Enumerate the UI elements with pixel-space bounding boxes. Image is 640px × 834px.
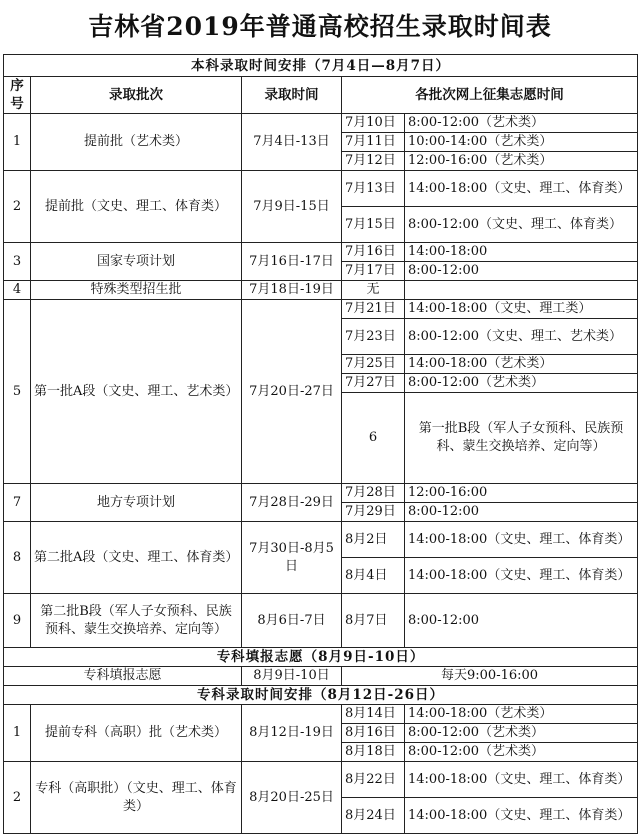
header-time: 录取时间 — [242, 77, 342, 114]
row-batch: 第二批A段（文史、理工、体育类） — [31, 522, 242, 594]
call-date: 7月23日 — [342, 319, 405, 355]
call-time: 14:00-18:00（文史、理工、体育类） — [405, 171, 638, 207]
row-no: 8 — [4, 522, 31, 594]
row-batch: 第二批B段（军人子女预科、民族预科、蒙生交换培养、定向等） — [31, 594, 242, 648]
call-time: 8:00-12:00 — [405, 594, 638, 648]
junior-section-title: 专科录取时间安排（8月12日-26日） — [4, 686, 638, 705]
header-call: 各批次网上征集志愿时间 — [342, 77, 638, 114]
call-time: 8:00-12:00（艺术类） — [405, 114, 638, 133]
row-time: 7月18日-19日 — [242, 281, 342, 300]
call-time: 8:00-12:00 — [405, 262, 638, 281]
admission-schedule-table — [3, 54, 638, 834]
row-batch: 第一批B段（军人子女预科、民族预科、蒙生交换培养、定向等） — [405, 393, 638, 484]
row-batch: 地方专项计划 — [31, 484, 242, 522]
call-time: 8:00-12:00（艺术类） — [405, 743, 638, 762]
row-no: 1 — [4, 705, 31, 762]
row-batch: 提前批（文史、理工、体育类） — [31, 171, 242, 243]
call-date: 8月4日 — [342, 558, 405, 594]
row-time: 7月4日-13日 — [242, 114, 342, 171]
call-time: 12:00-16:00 — [405, 484, 638, 503]
header-batch: 录取批次 — [31, 77, 242, 114]
call-date: 7月15日 — [342, 207, 405, 243]
row-batch: 专科（高职批）（文史、理工、体育类） — [31, 762, 242, 834]
row-time: 7月20日-27日 — [242, 300, 342, 484]
call-date: 7月13日 — [342, 171, 405, 207]
call-time: 8:00-12:00（文史、理工、艺术类） — [405, 319, 638, 355]
row-no: 1 — [4, 114, 31, 171]
row-time: 7月30日-8月5日 — [242, 522, 342, 594]
row-no: 6 — [342, 393, 405, 484]
fill-daily: 每天9:00-16:00 — [342, 667, 638, 686]
row-no: 2 — [4, 762, 31, 834]
call-time: 14:00-18:00（艺术类） — [405, 705, 638, 724]
call-date: 7月12日 — [342, 152, 405, 171]
call-time: 14:00-18:00（文史、理工、体育类） — [405, 558, 638, 594]
call-date: 7月11日 — [342, 133, 405, 152]
row-time: 8月6日-7日 — [242, 594, 342, 648]
call-time: 8:00-12:00 — [405, 503, 638, 522]
call-time: 14:00-18:00（艺术类） — [405, 355, 638, 374]
call-date: 8月22日 — [342, 762, 405, 798]
call-date: 7月27日 — [342, 374, 405, 393]
call-date: 7月16日 — [342, 243, 405, 262]
row-time: 8月20日-25日 — [242, 762, 342, 834]
row-time: 7月9日-15日 — [242, 171, 342, 243]
row-time: 8月12日-19日 — [242, 705, 342, 762]
call-date: 7月10日 — [342, 114, 405, 133]
row-no: 5 — [4, 300, 31, 484]
call-time: 10:00-14:00（艺术类） — [405, 133, 638, 152]
row-time: 7月16日-17日 — [242, 243, 342, 281]
call-time: 14:00-18:00 — [405, 243, 638, 262]
call-date: 8月18日 — [342, 743, 405, 762]
call-time: 14:00-18:00（文史、理工、体育类） — [405, 522, 638, 558]
row-batch: 国家专项计划 — [31, 243, 242, 281]
row-no: 3 — [4, 243, 31, 281]
call-date: 7月28日 — [342, 484, 405, 503]
call-time — [405, 281, 638, 300]
call-date: 7月17日 — [342, 262, 405, 281]
call-time: 14:00-18:00（文史、理工、体育类） — [405, 798, 638, 834]
header-no: 序号 — [4, 77, 31, 114]
row-batch: 提前批（艺术类） — [31, 114, 242, 171]
call-time: 8:00-12:00（艺术类） — [405, 374, 638, 393]
row-no: 4 — [4, 281, 31, 300]
call-date: 8月16日 — [342, 724, 405, 743]
row-no: 9 — [4, 594, 31, 648]
call-date: 8月7日 — [342, 594, 405, 648]
call-date: 8月24日 — [342, 798, 405, 834]
undergrad-section-title: 本科录取时间安排（7月4日—8月7日） — [4, 55, 638, 77]
call-date: 8月14日 — [342, 705, 405, 724]
call-date: 7月29日 — [342, 503, 405, 522]
call-time: 14:00-18:00（文史、理工、体育类） — [405, 762, 638, 798]
call-time: 8:00-12:00（艺术类） — [405, 724, 638, 743]
call-time: 14:00-18:00（文史、理工类） — [405, 300, 638, 319]
row-no: 7 — [4, 484, 31, 522]
call-date: 8月2日 — [342, 522, 405, 558]
row-batch: 提前专科（高职）批（艺术类） — [31, 705, 242, 762]
row-no: 2 — [4, 171, 31, 243]
page-title: 吉林省2019年普通高校招生录取时间表 — [88, 12, 552, 41]
call-date: 7月21日 — [342, 300, 405, 319]
fill-section-title: 专科填报志愿（8月9日-10日） — [4, 648, 638, 667]
call-time: 12:00-16:00（艺术类） — [405, 152, 638, 171]
row-time: 7月28日-29日 — [242, 484, 342, 522]
call-date: 7月25日 — [342, 355, 405, 374]
row-batch: 特殊类型招生批 — [31, 281, 242, 300]
fill-time: 8月9日-10日 — [242, 667, 342, 686]
call-date: 无 — [342, 281, 405, 300]
call-time: 8:00-12:00（文史、理工、体育类） — [405, 207, 638, 243]
row-batch: 第一批A段（文史、理工、艺术类） — [31, 300, 242, 484]
fill-label: 专科填报志愿 — [4, 667, 242, 686]
